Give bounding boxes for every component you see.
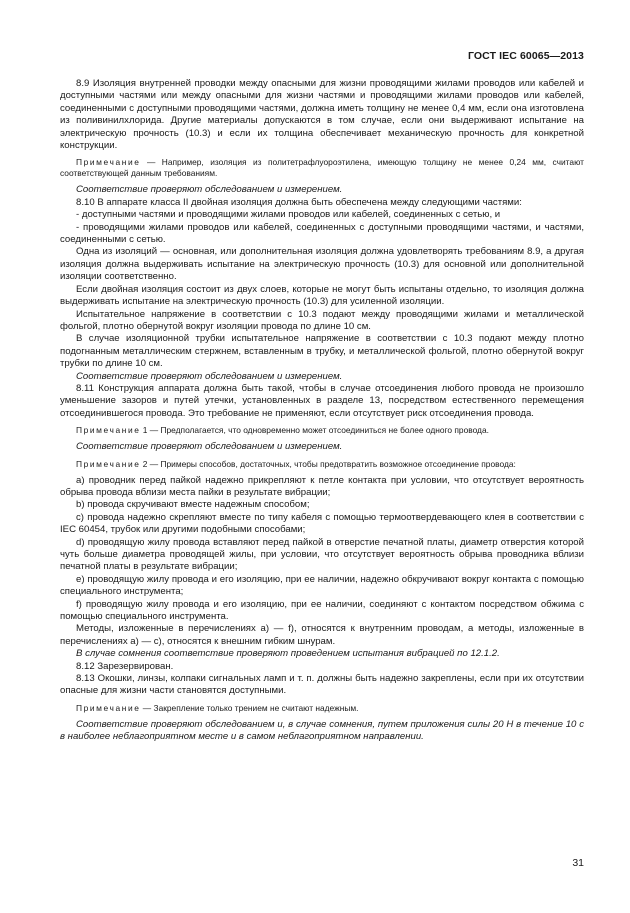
compliance-check: Соответствие проверяют обследованием и измерением. [76,370,343,382]
note-label: Примечание [76,458,141,469]
clause-8-10: 8.10 В аппарате класса II двойная изоляция должна быть обеспечена между следующими частями: [76,196,522,208]
note-2 [60,459,584,470]
note-label: Примечание [76,425,141,436]
compliance-check: В случае сомнения соответствие проверяют проведением испытания вибрацией по 12.1.2. [76,648,500,660]
list-item: f) проводящую жилу провода и его изоляцию, при ее наличии, соединяют с контактом посредством обжима с помощью специального инструмента. [60,598,584,623]
list-item: b) провода скручивают вместе надежным способом; [76,499,310,511]
clause-8-9: 8.9 Изоляция внутренней проводки между опасными для жизни проводящими жилами проводов или кабелей и доступными частями или между опасными для жизни частями и проводящими жилами проводов или кабелей, соединенными с доступными проводящими частями, должна иметь толщину не менее 0,4 мм, если она изготовлена из поливинилхлорида. Другие материалы допускаются в том случае, если они выдерживают испытание на электрическую прочность (10.3) и если их толщина обеспечивает механическую прочность для конкретной конструкции. [60,78,584,152]
paragraph: Одна из изоляций — основная, или дополнительная изоляция должна удовлетворять требованиям 8.9, а другая изоляция должна выдерживать испытание на электрическую прочность (10.3) для основной или дополнительной изоляции соответственно. [60,246,584,283]
compliance-check: Соответствие проверяют обследованием и измерением. [76,184,343,196]
note-text: — Закрепление только трением не считают надежным. [140,702,359,713]
list-item: a) проводник перед пайкой надежно прикрепляют к петле контакта при условии, что отсутствует вероятность обрыва провода вблизи места пайки в результате вибрации; [60,474,584,498]
list-item: - доступными частями и проводящими жилами проводов или кабелей, соединенных с сетью, и [76,209,501,221]
clause-8-12: 8.12 Зарезервирован. [76,660,174,672]
paragraph: Если двойная изоляция состоит из двух слоев, которые не могут быть испытаны отдельно, то изоляция должна выдерживать испытание на электрическую прочность (10.3) для усиленной изоляции. [60,283,584,308]
clause-8-11: 8.11 Конструкция аппарата должна быть такой, чтобы в случае отсоединения любого провода не произошло уменьшение зазоров и путей утечки, установленных в разделе 13, посредством естественного перемещения отсоединившегося провода. Это требование не применяют, если отсутствует риск отсоединения провода. [60,382,584,419]
note-text: 1 — Предполагается, что одновременно может отсоединиться не более одного провода. [140,425,489,436]
note-8-13 [60,703,584,714]
note-1 [60,425,584,436]
paragraph: В случае изоляционной трубки испытательное напряжение в соответствии с 10.3 подают между плотно подогнанным металлическим стержнем, вставленным в трубку, и металлической фольгой, плотно обернутой вокруг трубки по длине 10 см. [60,333,584,370]
list-item: - проводящими жилами проводов или кабелей, соединенных с доступными проводящими частями, и частями, соединенными с сетью. [60,221,584,246]
clause-8-13: 8.13 Окошки, линзы, колпаки сигнальных ламп и т. п. должны быть надежно закреплены, если при их отсутствии опасные для жизни части становятся доступными. [60,673,584,697]
compliance-check: Соответствие проверяют обследованием и, в случае сомнения, путем приложения силы 20 Н в течение 10 с в наиболее неблагоприятном месте и в самом неблагоприятном направлении. [60,718,584,743]
note-label: Примечание [76,702,141,713]
list-item: c) провода надежно скрепляют вместе по типу кабеля с помощью термоотвердевающего клея в соответствии с IEC 60454, трубок или другими подобными способами; [60,511,584,536]
list-item: e) проводящую жилу провода и его изоляцию, при ее наличии, надежно обкручивают вокруг контакта с помощью специального инструмента; [60,573,584,598]
note-text: 2 — Примеры способов, достаточных, чтобы предотвратить возможное отсоединение провода: [140,458,516,469]
paragraph: Испытательное напряжение в соответствии с 10.3 подают между проводящими жилами и металлической фольгой, плотно обернутой вокруг изоляции провода по длине 10 см. [60,308,584,332]
note-8-9 [60,157,584,179]
note-text: — Например, изоляция из политетрафлуороэтилена, имеющую толщину не менее 0,24 мм, считают соответствующей данным требованиям. [60,157,584,179]
document-body [60,78,584,744]
compliance-check: Соответствие проверяют обследованием и измерением. [76,441,343,453]
note-label: Примечание [76,157,141,168]
list-item: d) проводящую жилу провода вставляют перед пайкой в отверстие печатной платы, диаметр отверстия которой чуть больше диаметра проводящей жилы, при условии, что отсутствует вероятность обрыва проводника вблизи печатной платы в результате вибрации; [60,536,584,573]
page-number: 31 [572,857,584,869]
document-header: ГОСТ IEC 60065—2013 [467,50,584,62]
paragraph: Методы, изложенные в перечислениях a) — f), относятся к внутренним проводам, а методы, изложенные в перечислениях a) — c), относятся к внешним гибким шнурам. [60,623,584,647]
